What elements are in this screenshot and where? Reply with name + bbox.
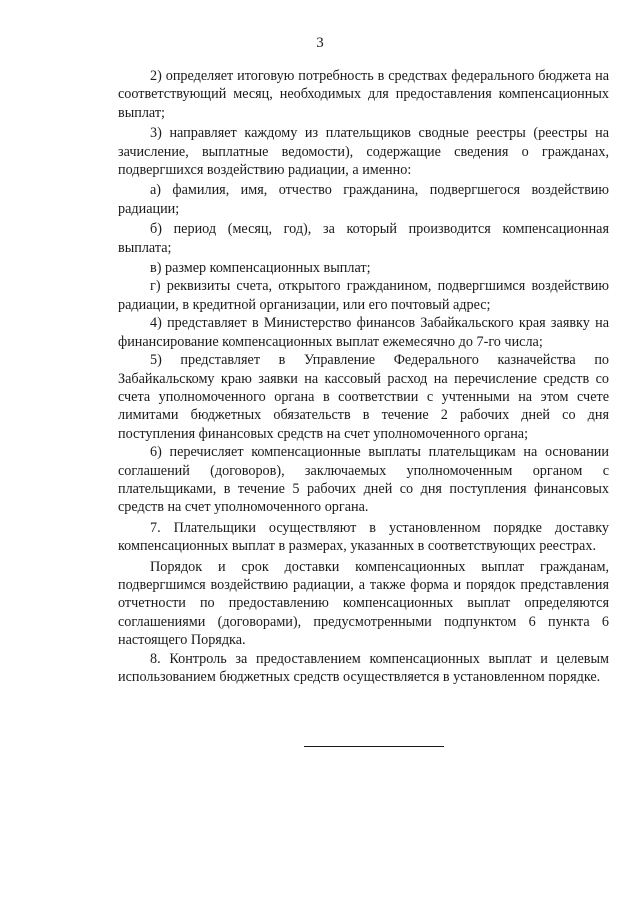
paragraph-subitem-b: б) период (месяц, год), за который производится компенсационная выплата; bbox=[118, 221, 609, 256]
paragraph-subitem-g: г) реквизиты счета, открытого гражданином, подвергшимся воздействию радиации, в кредитной организации, или его почтовый адрес; bbox=[118, 278, 609, 313]
paragraph-subitem-v: в) размер компенсационных выплат; bbox=[150, 260, 371, 277]
page-number: 3 bbox=[316, 35, 324, 51]
paragraph-item-2: 2) определяет итоговую потребность в средствах федерального бюджета на соответствующий месяц, необходимых для предоставления компенсационных выплат; bbox=[118, 68, 609, 121]
paragraph-subitem-a: а) фамилия, имя, отчество гражданина, подвергшегося воздействию радиации; bbox=[118, 182, 609, 217]
document-body bbox=[118, 67, 609, 686]
paragraph-delivery-order: Порядок и срок доставки компенсационных выплат гражданам, подвергшимся воздействию радиации, а также форма и порядок представления отчетности по предоставлению компенсационных выплат определяются соглашениями (договорами), предусмотренными подпунктом 6 пункта 6 настоящего Порядка. bbox=[118, 558, 609, 649]
paragraph-item-3: 3) направляет каждому из плательщиков сводные реестры (реестры на зачисление, выплатные ведомости), содержащие сведения о гражданах, подвергшихся воздействию радиации, а именно: bbox=[118, 125, 609, 179]
paragraph-section-7: 7. Плательщики осуществляют в установленном порядке доставку компенсационных выплат в размерах, указанных в соответствующих реестрах. bbox=[118, 519, 609, 555]
paragraph-section-8: 8. Контроль за предоставлением компенсационных выплат и целевым использованием бюджетных средств осуществляется в установленном порядке. bbox=[118, 650, 609, 685]
paragraph-item-4: 4) представляет в Министерство финансов Забайкальского края заявку на финансирование компенсационных выплат ежемесячно до 7-го числа; bbox=[118, 315, 609, 350]
paragraph-item-6: 6) перечисляет компенсационные выплаты плательщикам на основании соглашений (договоров), заключаемых уполномоченным органом с плательщиками, в течение 5 рабочих дней со дня поступления финансовых средств на счет уполномоченного органа. bbox=[118, 444, 609, 516]
end-of-document-line bbox=[304, 746, 444, 747]
paragraph-item-5: 5) представляет в Управление Федерального казначейства по Забайкальскому краю заявки на кассовый расход на перечисление средств со счета уполномоченного органа в соответствии с учтенными на этом счете лимитами бюджетных обязательств в течение 2 рабочих дней со дня поступления финансовых средств на счет уполномоченного органа; bbox=[118, 352, 609, 442]
